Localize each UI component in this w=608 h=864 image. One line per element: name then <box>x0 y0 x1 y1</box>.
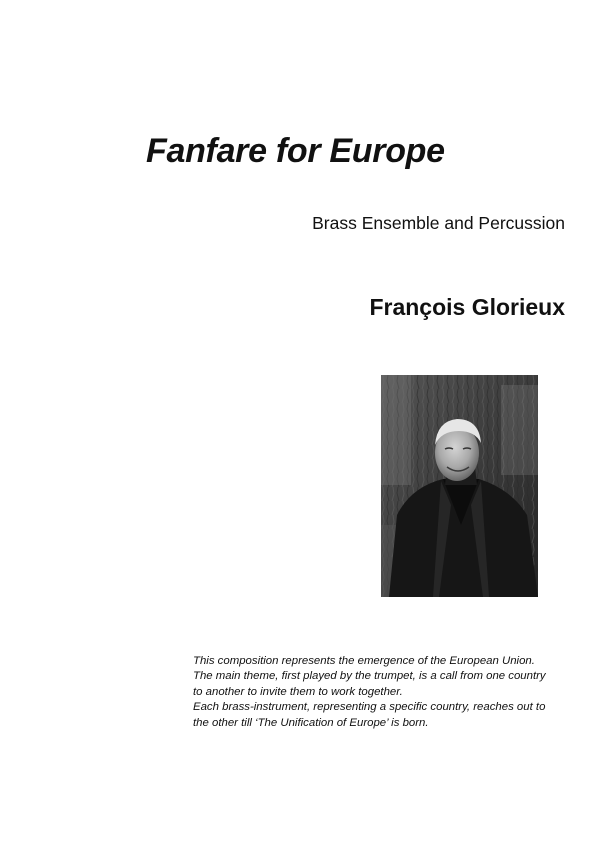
instrumentation-subtitle: Brass Ensemble and Percussion <box>312 213 565 233</box>
description-line: The main theme, first played by the trumpet, is a call from one country <box>193 670 546 683</box>
composer-photo <box>381 375 538 597</box>
description-line: This composition represents the emergence of the European Union. <box>193 655 535 667</box>
composition-description <box>193 654 573 731</box>
description-line: to another to invite them to work together. <box>193 685 403 698</box>
composer-name: François Glorieux <box>369 294 565 320</box>
description-line: the other till ‘The Unification of Europe’ is born. <box>193 716 429 729</box>
page-title: Fanfare for Europe <box>146 132 445 170</box>
composer-portrait-image <box>381 375 538 597</box>
description-line: Each brass-instrument, representing a specific country, reaches out to <box>193 701 546 714</box>
